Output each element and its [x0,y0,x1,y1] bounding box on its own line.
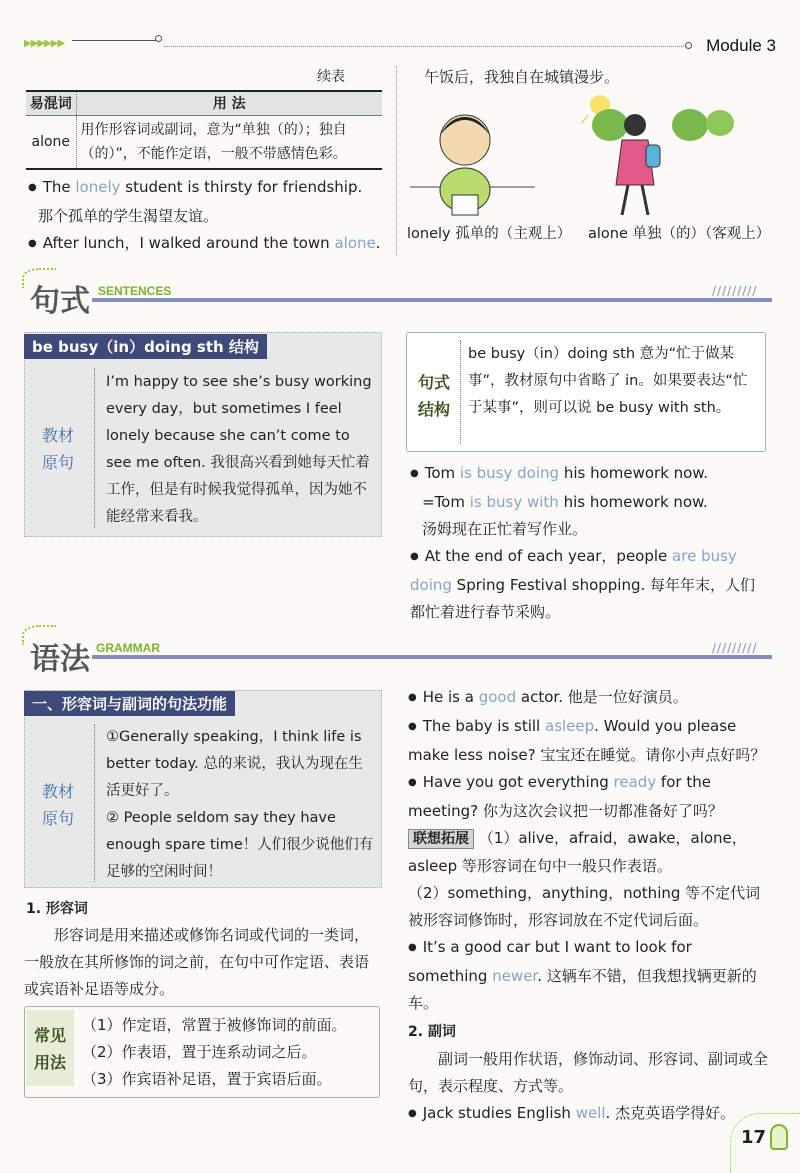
section-en-grammar: GRAMMAR [96,641,160,655]
common-usage-label: 常见用法 [33,1026,66,1072]
example-item: ● After lunch，I walked around the town alone. [28,230,388,259]
lightbulb-icon [770,1124,788,1150]
illustration [410,95,770,220]
usage-line: （的）”，不能作定语，一般不带感情色彩。 [80,145,347,162]
extend-text: （1）alive，afraid，awake，alone，asleep 等形容词在句中一般只作表语。 [408,829,747,875]
grammar-right-column [408,684,768,1129]
table-header-word: 易混词 [26,91,76,115]
usage-item: （2）作表语，置于连系动词之后。 [82,1043,317,1061]
header-line [72,40,157,41]
header-dotted-line [164,46,686,47]
table-cell-usage [76,115,382,169]
section-title-sentences: 句式 [30,284,90,319]
example-translation: 汤姆现在正忙着写作业。 [422,520,588,538]
structure-label: 句式结构 [417,373,450,419]
structure-text: be busy（in）doing sth 意为“忙于做某事”，教材原句中省略了 in。如果要表达“忙于某事”，则可以说 be busy with sth。 [468,346,748,416]
example-item: ● The lonely student is thirsty for friendship. [28,174,388,203]
table-continued-label: 续表 [317,69,345,85]
adjective-paragraph: 形容词是用来描述或修饰名词或代词的一类词，一般放在其所修饰的词之前，在句中可作定语、表语或宾语补足语等成分。 [24,926,370,998]
example-translation: 午饭后，我独自在城镇漫步。 [424,68,620,86]
page-number: 17 [740,1127,766,1148]
examples-top [28,174,388,259]
source-label: 教材原句 [41,782,74,828]
example-item: ● Jack studies English well. 杰克英语学得好。 [408,1100,768,1129]
circle-icon [155,35,162,42]
source-label: 教材原句 [41,426,74,472]
illustration-caption-left: lonely 孤单的（主观上） [407,226,572,242]
adjective-heading: 1. 形容词 [26,901,88,917]
section-slashes: ///////// [712,284,758,298]
section-en-sentences: SENTENCES [98,284,172,298]
grammar-source [106,724,374,886]
extend-text: （2）something，anything，nothing 等不定代词被形容词修饰时，形容词放在不定代词后面。 [408,884,761,929]
example-item: ● The baby is still asleep. Would you please make less noise? 宝宝还在睡觉。请你小声点好吗？ [408,713,768,769]
circle-icon [685,42,692,49]
adverb-heading: 2. 副词 [408,1024,456,1040]
page-header [24,38,776,54]
example-translation: 那个孤单的学生渴望友谊。 [38,207,219,225]
grammar-tag: 一、形容词与副词的句法功能 [24,691,235,716]
table-header-usage: 用 法 [76,91,382,115]
usage-table [26,90,382,170]
arrow-decoration-icon: ▶▶▶▶▶▶ [24,38,65,49]
usage-item: （1）作定语，常置于被修饰词的前面。 [82,1016,347,1034]
adverb-paragraph: 副词一般用作状语，修饰动词、形容词、副词或全句，表示程度、方式等。 [408,1050,769,1095]
column-divider [396,66,397,256]
table-cell-word: alone [26,115,76,169]
example-item: ● Have you got everything ready for the meeting? 你为这次会议把一切都准备好了吗？ [408,769,768,825]
common-usage-list [82,1012,378,1093]
box-divider [94,368,95,528]
example-item: ● Tom is busy doing his homework now. [410,460,770,489]
example-item: ● He is a good actor. 他是一位好演员。 [408,684,768,713]
illustration-caption-right: alone 单独（的）（客观上） [588,226,771,242]
example-item: ● It’s a good car but I want to look for something newer. 这辆车不错，但我想找辆更新的车。 [408,934,768,1017]
section-bar [92,298,772,302]
example-item: =Tom is busy with his homework now. [422,493,708,511]
source-sentence: ①Generally speaking，I think life is better today. 总的来说，我认为现在生活更好了。 [106,729,363,799]
section-slashes: ///////// [712,641,758,655]
extend-tag: 联想拓展 [408,829,474,849]
sentence-tag: be busy（in）doing sth 结构 [24,334,267,359]
source-sentence: I’m happy to see she’s busy working every day，but sometimes I feel lonely because she can’t come to see me often. 我很高兴看到她每天忙着工作，但是有时候我觉得孤单，因为她不能经常来看我。 [106,374,372,525]
usage-item: （3）作宾语补足语，置于宾语后面。 [82,1070,332,1088]
section-bar [92,655,772,659]
lonely-alone-illustration [410,95,770,220]
sentence-examples [410,460,770,626]
usage-line: 用作形容词或副词，意为“单独（的）；独自 [80,121,347,138]
section-title-grammar: 语法 [30,642,90,677]
extend-block [408,825,768,880]
box-divider [94,724,95,882]
box-divider [460,340,461,444]
source-sentence: ② People seldom say they have enough spare time！人们很少说他们有足够的空闲时间！ [106,810,374,880]
module-label: Module 3 [706,36,776,55]
example-item: ● At the end of each year，people are busy doing Spring Festival shopping. 每年年末，人们都忙着进行春节采购。 [410,543,770,626]
